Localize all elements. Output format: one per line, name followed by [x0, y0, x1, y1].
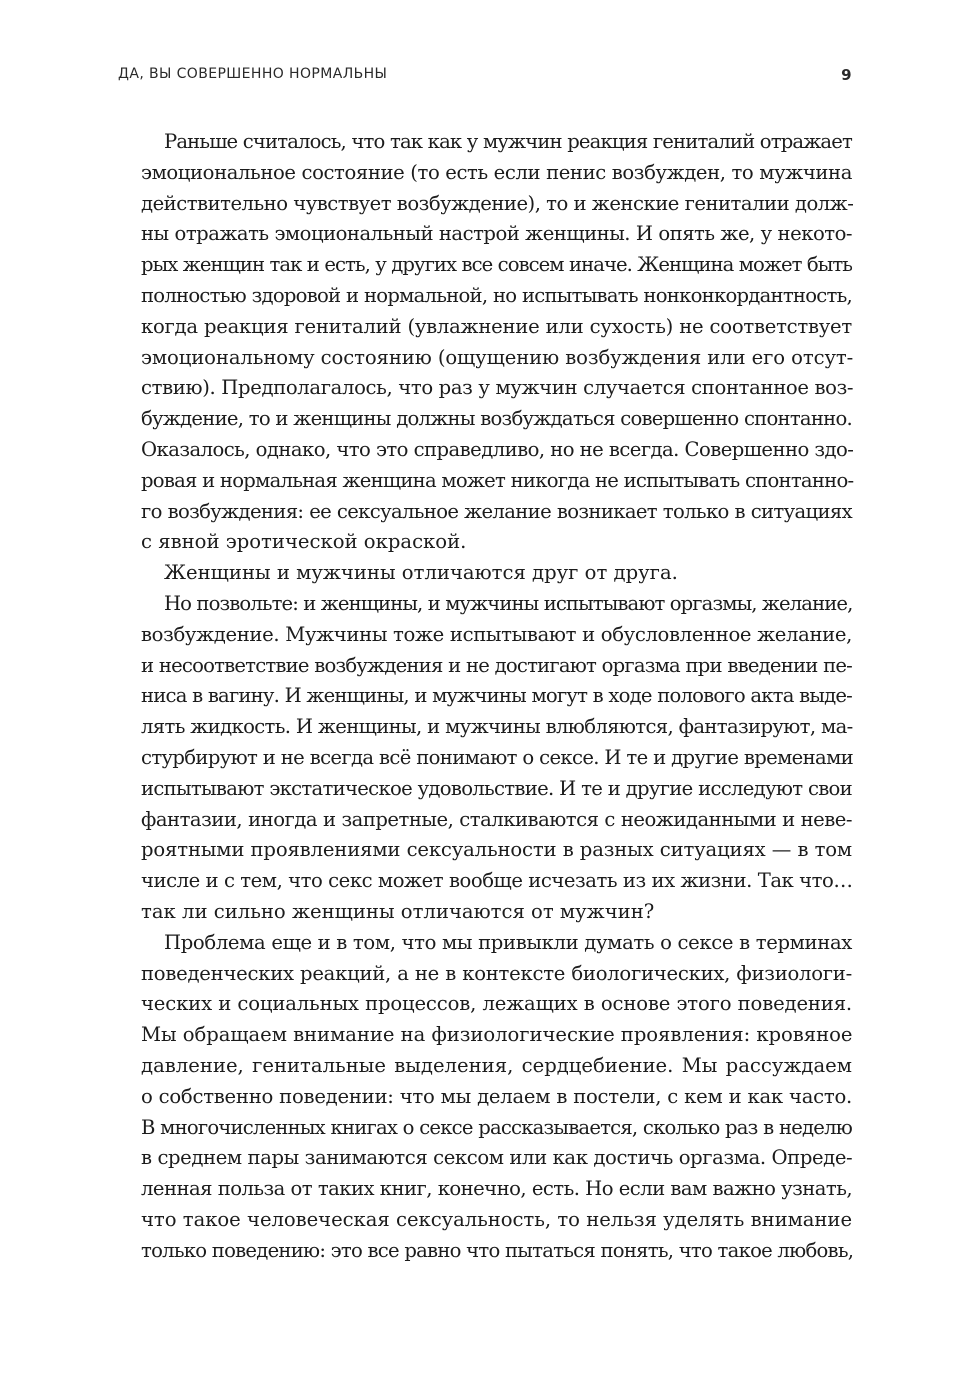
text-line: роятными проявлениями сексуальности в разных ситуациях — в том [141, 838, 852, 862]
text-line: го возбуждения: ее сексуальное желание возникает только в ситуациях [141, 499, 852, 523]
text-line: с явной эротической окраской. [141, 530, 467, 554]
text-line: ческих и социальных процессов, лежащих в основе этого поведения. [141, 992, 852, 1016]
paragraph [118, 127, 852, 558]
text-line: Но позвольте: и женщины, и мужчины испытывают оргазмы, желание, [164, 591, 853, 615]
text-line: в среднем пары занимаются сексом или как достичь оргазма. Опреде- [141, 1146, 853, 1170]
text-line: давление, генитальные выделения, сердцебиение. Мы рассуждаем [141, 1053, 852, 1077]
text-line: так ли сильно женщины отличаются от мужчин? [141, 899, 655, 923]
text-line: возбуждение. Мужчины тоже испытывают и обусловленное желание, [141, 622, 852, 646]
text-line: эмоциональное состояние (то есть если пенис возбужден, то мужчина [141, 160, 852, 184]
text-line: когда реакция гениталий (увлажнение или сухость) не соответствует [141, 314, 852, 338]
text-line: действительно чувствует возбуждение), то и женские гениталии долж- [141, 191, 854, 215]
paragraph [118, 928, 852, 1267]
text-line: только поведению: это все равно что пытаться понять, что такое любовь, [141, 1238, 854, 1262]
text-line: ны отражать эмоциональный настрой женщины. И опять же, у некото- [141, 222, 852, 246]
text-line: о собственно поведении: что мы делаем в постели, с кем и как часто. [141, 1084, 852, 1108]
text-line: ниса в вагину. И женщины, и мужчины могут в ходе полового акта выде- [141, 684, 852, 708]
text-line: лять жидкость. И женщины, и мужчины влюбляются, фантазируют, ма- [141, 715, 853, 739]
text-line: что такое человеческая сексуальность, то нельзя уделять внимание [141, 1207, 852, 1231]
text-line: и несоответствие возбуждения и не достигают оргазма при введении пе- [141, 653, 852, 677]
text-line: Оказалось, однако, что это справедливо, но не всегда. Совершенно здо- [141, 437, 854, 461]
paragraph [118, 558, 852, 589]
text-line: рых женщин так и есть, у других все совсем иначе. Женщина может быть [141, 253, 852, 277]
body-text [118, 127, 852, 1266]
running-head [118, 66, 852, 88]
page-number: 9 [841, 66, 852, 84]
running-title: ДА, ВЫ СОВЕРШЕННО НОРМАЛЬНЫ [118, 66, 388, 82]
text-line: Мы обращаем внимание на физиологические проявления: кровяное [141, 1023, 853, 1047]
text-line: Женщины и мужчины отличаются друг от друга. [164, 561, 678, 585]
text-line: Проблема еще и в том, что мы привыкли думать о сексе в терминах [164, 930, 852, 954]
text-line: ровая и нормальная женщина может никогда не испытывать спонтанно- [141, 468, 854, 492]
text-line: В многочисленных книгах о сексе рассказывается, сколько раз в неделю [141, 1115, 852, 1139]
paragraph [118, 589, 852, 928]
text-line: Раньше считалось, что так как у мужчин реакция гениталий отражает [164, 130, 852, 153]
text-line: ленная польза от таких книг, конечно, есть. Но если вам важно узнать, [141, 1177, 852, 1201]
text-line: испытывают экстатическое удовольствие. И те и другие исследуют свои [141, 776, 852, 800]
text-line: буждение, то и женщины должны возбуждаться совершенно спонтанно. [141, 407, 852, 431]
text-line: фантазии, иногда и запретные, сталкиваются с неожиданными и неве- [141, 807, 852, 831]
text-line: поведенческих реакций, а не в контексте биологических, физиологи- [141, 961, 852, 985]
text-line: стурбируют и не всегда всё понимают о сексе. И те и другие временами [141, 745, 854, 769]
text-line: числе и с тем, что секс может вообще исчезать из их жизни. Так что… [141, 869, 853, 893]
text-line: полностью здоровой и нормальной, но испытывать нонконкордантность, [141, 283, 852, 307]
text-line: ствию). Предполагалось, что раз у мужчин случается спонтанное воз- [141, 376, 854, 400]
text-line: эмоциональному состоянию (ощущению возбуждения или его отсут- [141, 345, 854, 369]
